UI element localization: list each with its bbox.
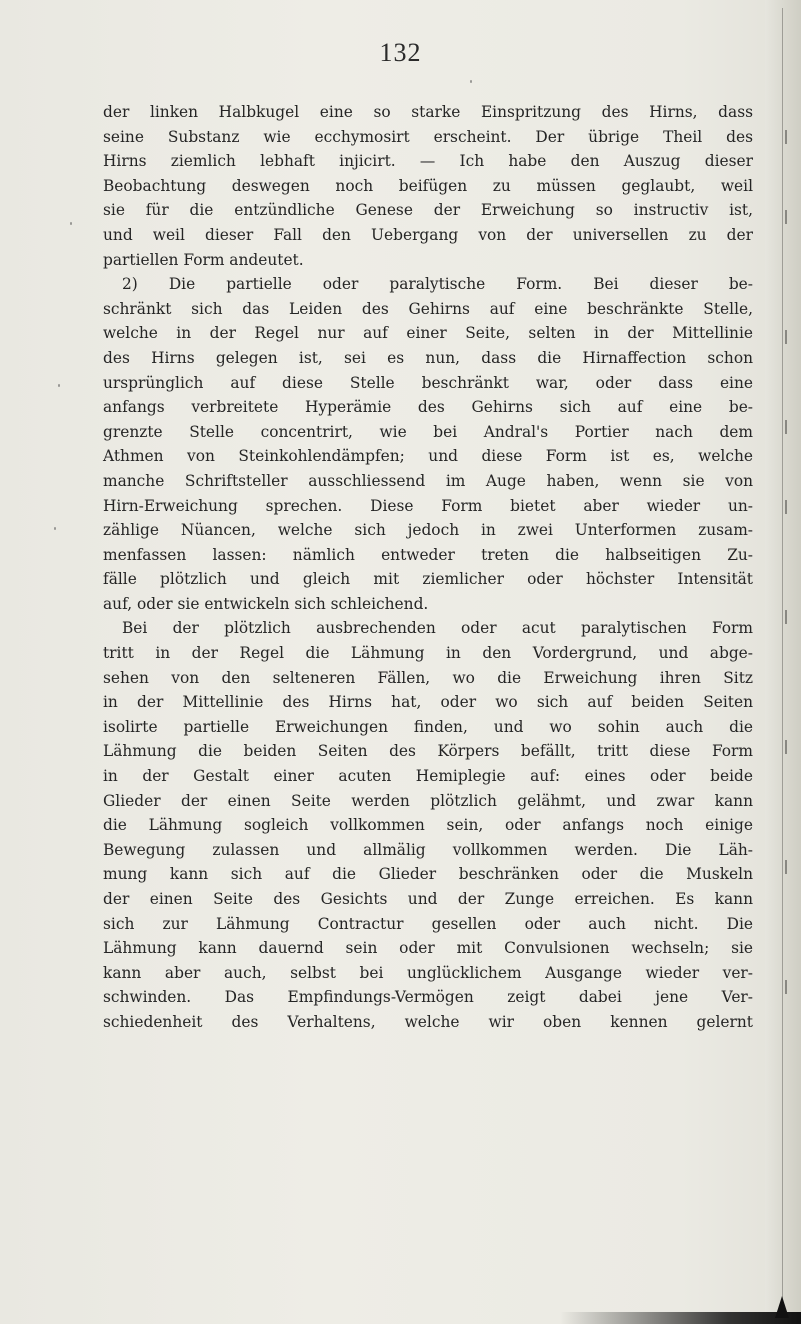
paper-speck xyxy=(54,527,56,530)
bleed-mark xyxy=(785,500,795,514)
text-line: tritt in der Regel die Lähmung in den Vordergrund, und abge- xyxy=(103,644,753,663)
text-line: Lähmung kann dauernd sein oder mit Convulsionen wechseln; sie xyxy=(103,939,753,958)
text-line: grenzte Stelle concentrirt, wie bei Andral's Portier nach dem xyxy=(103,422,753,441)
paper-speck xyxy=(70,222,72,225)
text-line: kann aber auch, selbst bei unglücklichem Ausgange wieder ver- xyxy=(103,963,753,982)
text-line: schwinden. Das Empfindungs-Vermögen zeigt dabei jene Ver- xyxy=(103,988,753,1007)
text-line: der einen Seite des Gesichts und der Zunge erreichen. Es kann xyxy=(103,890,753,908)
bleed-mark xyxy=(785,130,795,144)
text-line: seine Substanz wie ecchymosirt erscheint. Der übrige Theil des xyxy=(103,127,753,146)
text-line: in der Gestalt einer acuten Hemiplegie auf: eines oder beide xyxy=(103,767,753,786)
text-line: ursprünglich auf diese Stelle beschränkt war, oder dass eine xyxy=(103,373,753,392)
text-line: sich zur Lähmung Contractur gesellen oder auch nicht. Die xyxy=(103,914,753,933)
text-line: Bewegung zulassen und allmälig vollkommen werden. Die Läh- xyxy=(103,840,753,859)
bleed-mark xyxy=(785,740,795,754)
text-line: isolirte partielle Erweichungen finden, und wo sohin auch die xyxy=(103,717,753,736)
body-text xyxy=(103,100,753,1035)
text-line: manche Schriftsteller ausschliessend im Auge haben, wenn sie von xyxy=(103,471,753,490)
text-line: menfassen lassen: nämlich entweder treten die halbseitigen Zu- xyxy=(103,545,753,564)
bleed-mark xyxy=(785,210,795,224)
text-line: Athmen von Steinkohlendämpfen; und diese Form ist es, welche xyxy=(103,447,753,466)
paragraph-start-line: Bei der plötzlich ausbrechenden oder acut paralytischen Form xyxy=(122,619,753,638)
section-heading-line: 2) Die partielle oder paralytische Form. Bei dieser be- xyxy=(122,275,753,294)
text-line: welche in der Regel nur auf einer Seite, selten in der Mittellinie xyxy=(103,324,753,343)
text-line: Hirns ziemlich lebhaft injicirt. — Ich habe den Auszug dieser xyxy=(103,152,753,171)
bleed-mark xyxy=(785,610,795,624)
text-line: schränkt sich das Leiden des Gehirns auf eine beschränkte Stelle, xyxy=(103,299,753,318)
paper-speck xyxy=(58,384,60,387)
text-line: sie für die entzündliche Genese der Erweichung so instructiv ist, xyxy=(103,201,753,220)
text-line: Glieder der einen Seite werden plötzlich gelähmt, und zwar kann xyxy=(103,791,753,810)
text-line: des Hirns gelegen ist, sei es nun, dass die Hirnaffection schon xyxy=(103,348,753,367)
page-corner-shadow xyxy=(775,1296,789,1318)
page-fold-line xyxy=(782,8,783,1308)
bleed-mark xyxy=(785,330,795,344)
text-line: auf, oder sie entwickeln sich schleichend. xyxy=(103,594,429,613)
page-number: 132 xyxy=(379,38,422,67)
text-line: fälle plötzlich und gleich mit ziemlicher oder höchster Intensität xyxy=(103,570,753,589)
text-line: mung kann sich auf die Glieder beschränken oder die Muskeln xyxy=(103,865,753,884)
text-line: zählige Nüancen, welche sich jedoch in zwei Unterformen zusam- xyxy=(103,521,753,540)
paper-speck xyxy=(470,80,472,83)
text-line: anfangs verbreitete Hyperämie des Gehirns sich auf eine be- xyxy=(103,398,753,417)
text-line: Hirn-Erweichung sprechen. Diese Form bietet aber wieder un- xyxy=(103,496,753,515)
bleed-mark xyxy=(785,860,795,874)
text-line: die Lähmung sogleich vollkommen sein, oder anfangs noch einige xyxy=(103,816,753,835)
text-line: und weil dieser Fall den Uebergang von der universellen zu der xyxy=(103,225,753,244)
bleed-mark xyxy=(785,420,795,434)
text-line: sehen von den selteneren Fällen, wo die Erweichung ihren Sitz xyxy=(103,668,753,687)
text-line: der linken Halbkugel eine so starke Einspritzung des Hirns, dass xyxy=(103,103,753,121)
adjacent-page-edge xyxy=(765,0,801,1324)
text-line: in der Mittellinie des Hirns hat, oder wo sich auf beiden Seiten xyxy=(103,693,753,712)
text-line: Beobachtung deswegen noch beifügen zu müssen geglaubt, weil xyxy=(103,176,753,195)
text-line: partiellen Form andeutet. xyxy=(103,250,304,269)
binding-shadow xyxy=(560,1312,801,1324)
text-line: Lähmung die beiden Seiten des Körpers befällt, tritt diese Form xyxy=(103,742,753,761)
bleed-mark xyxy=(785,980,795,994)
text-line: schiedenheit des Verhaltens, welche wir oben kennen gelernt xyxy=(103,1012,753,1031)
